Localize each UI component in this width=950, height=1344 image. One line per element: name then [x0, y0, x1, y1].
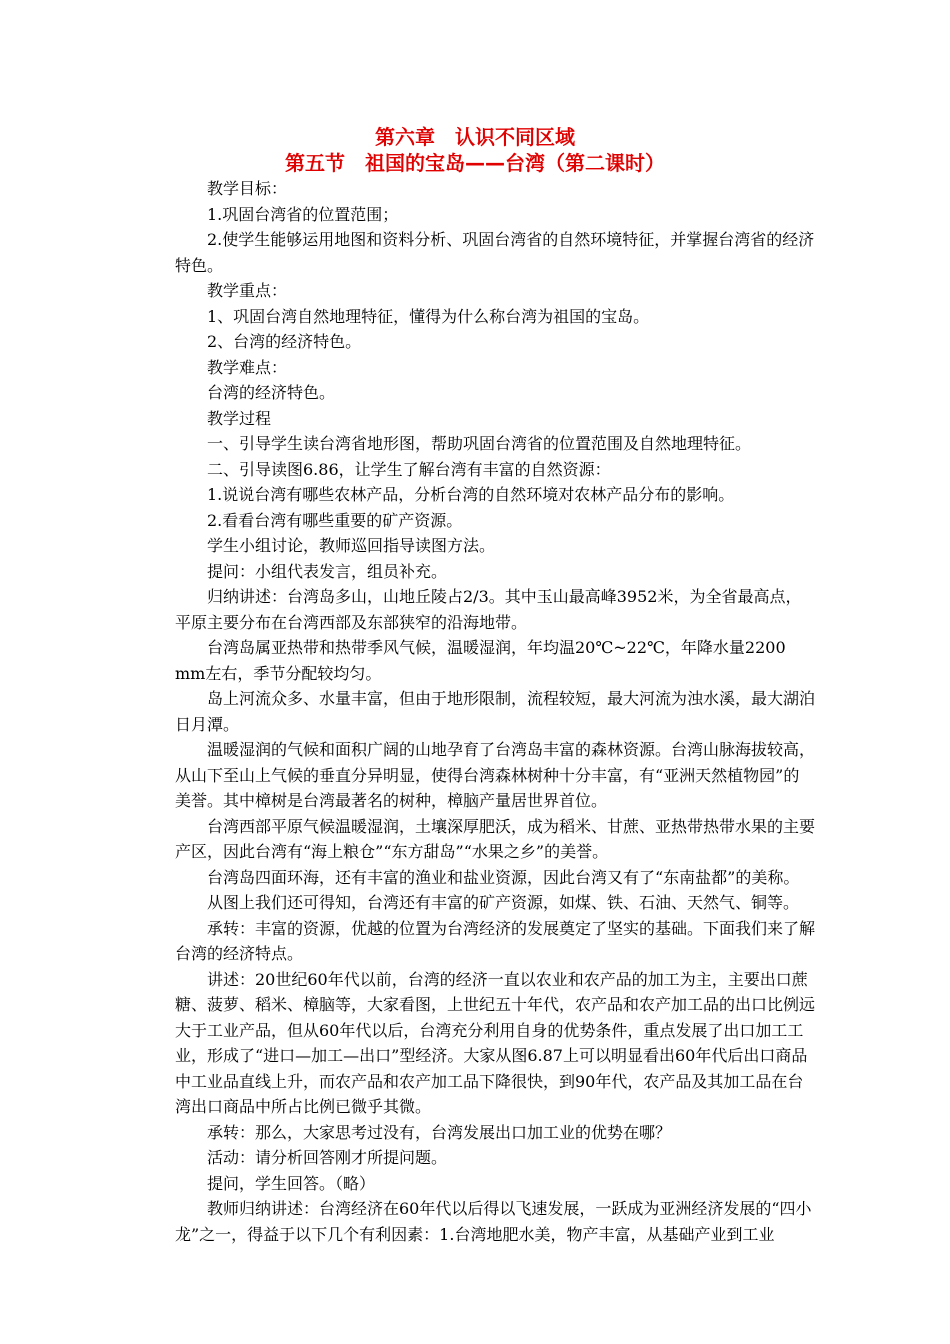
paragraph: 活动：请分析回答刚才所提问题。: [207, 1148, 448, 1167]
paragraph: 学生小组讨论，教师巡回指导读图方法。: [207, 536, 496, 555]
paragraph: 提问：小组代表发言，组员补充。: [207, 561, 448, 581]
paragraph: 承转：那么，大家思考过没有，台湾发展出口加工业的优势在哪？: [207, 1122, 672, 1142]
paragraph: 2、台湾的经济特色。: [207, 332, 362, 351]
paragraph: 从图上我们还可得知，台湾还有丰富的矿产资源，如煤、铁、石油、天然气、铜等。: [207, 893, 800, 912]
paragraph: 讲述：20世纪60年代以前，台湾的经济一直以农业和农产品的加工为主，主要出口蔗糖、菠萝、稻米、樟脑等，大家看图，上世纪五十年代，农产品和农产加工品的出口比例远大于工业产品，但从60年代以后，台湾充分利用自身的优势条件，重点发展了出口加工工业，形成了“进口—加工—出口”型经济。大家从图6.87上可以明显看出60年代后出口商品中工业品直线上升，而农产品和农产加工品下降很快，到90年代，农产品及其加工品在台湾出口商品中所占比例已微乎其微。: [175, 969, 816, 1116]
paragraph: 岛上河流众多、水量丰富，但由于地形限制，流程较短，最大河流为浊水溪，最大湖泊日月潭。: [175, 689, 816, 734]
paragraph: 台湾西部平原气候温暖湿润，土壤深厚肥沃，成为稻米、甘蔗、亚热带热带水果的主要产区，因此台湾有“海上粮仓”“东方甜岛”“水果之乡”的美誉。: [175, 816, 816, 861]
paragraph-key-points-heading: 教学重点：: [207, 281, 288, 300]
section-title: 第五节 祖国的宝岛——台湾（第二课时）: [285, 151, 665, 175]
paragraph: 1.说说台湾有哪些农林产品，分析台湾的自然环境对农林产品分布的影响。: [207, 485, 735, 504]
paragraph: 2.使学生能够运用地图和资料分析、巩固台湾省的自然环境特征，并掌握台湾省的经济特色。: [175, 230, 815, 275]
paragraph: 台湾的经济特色。: [207, 383, 336, 402]
paragraph: 1.巩固台湾省的位置范围；: [207, 204, 399, 224]
paragraph: 台湾岛属亚热带和热带季风气候，温暖湿润，年均温20℃~22℃，年降水量2200 mm左右，季节分配较均匀。: [175, 638, 786, 683]
paragraph: 温暖湿润的气候和面积广阔的山地孕育了台湾岛丰富的森林资源。台湾山脉海拔较高，从山下至山上气候的垂直分异明显，使得台湾森林树种十分丰富，有“亚洲天然植物园”的美誉。其中樟树是台湾最著名的树种，樟脑产量居世界首位。: [175, 740, 816, 810]
paragraph: 台湾岛四面环海，还有丰富的渔业和盐业资源，因此台湾又有了“东南盐都”的美称。: [207, 867, 800, 887]
paragraph-difficulty-heading: 教学难点：: [207, 357, 288, 377]
paragraph: 归纳讲述：台湾岛多山，山地丘陵占2/3。其中玉山最高峰3952米，为全省最高点，平原主要分布在台湾西部及东部狭窄的沿海地带。: [175, 587, 802, 632]
paragraph-process-heading: 教学过程: [207, 408, 272, 428]
paragraph: 2.看看台湾有哪些重要的矿产资源。: [207, 510, 463, 530]
document-body: [175, 176, 815, 1247]
paragraph: 二、引导读图6.86，让学生了解台湾有丰富的自然资源：: [207, 459, 611, 479]
paragraph: 提问，学生回答。（略）: [207, 1173, 376, 1193]
paragraph: 教师归纳讲述：台湾经济在60年代以后得以飞速发展，一跃成为亚洲经济发展的“四小龙”之一，得益于以下几个有利因素：1.台湾地肥水美，物产丰富，从基础产业到工业: [175, 1199, 812, 1244]
chapter-title: 第六章 认识不同区域: [375, 125, 575, 149]
paragraph-objectives-heading: 教学目标：: [207, 179, 288, 198]
paragraph: 承转：丰富的资源，优越的位置为台湾经济的发展奠定了坚实的基础。下面我们来了解台湾的经济特点。: [175, 918, 816, 963]
paragraph: 1、巩固台湾自然地理特征，懂得为什么称台湾为祖国的宝岛。: [207, 306, 650, 326]
paragraph: 一、引导学生读台湾省地形图，帮助巩固台湾省的位置范围及自然地理特征。: [207, 434, 752, 453]
